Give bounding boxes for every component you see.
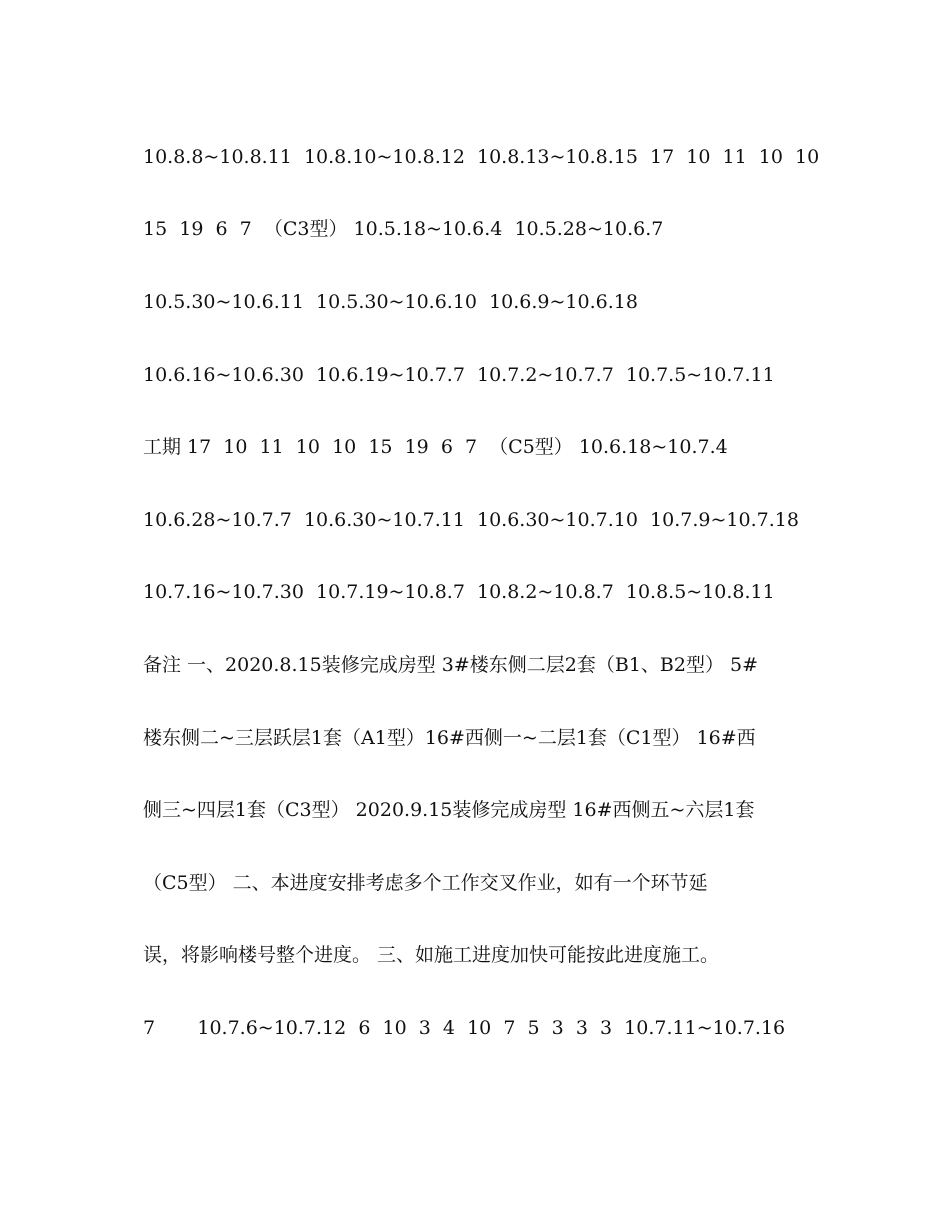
text-line-2: 15 19 6 7 （C3型） 10.5.18~10.6.4 10.5.28~10.6.7 [143, 218, 664, 240]
text-line-9: 楼东侧二~三层跃层1套（A1型）16#西侧一~二层1套（C1型） 16#西 [143, 727, 756, 749]
text-line-10: 侧三~四层1套（C3型） 2020.9.15装修完成房型 16#西侧五~六层1套 [143, 799, 755, 821]
text-line-1: 10.8.8~10.8.11 10.8.10~10.8.12 10.8.13~10.8.15 17 10 11 10 10 [143, 146, 820, 168]
text-line-7: 10.7.16~10.7.30 10.7.19~10.8.7 10.8.2~10.8.7 10.8.5~10.8.11 [143, 581, 775, 603]
text-line-5: 工期 17 10 11 10 10 15 19 6 7 （C5型） 10.6.18~10.7.4 [143, 436, 728, 458]
text-line-13: 7 10.7.6~10.7.12 6 10 3 4 10 7 5 3 3 3 10.7.11~10.7.16 [143, 1017, 786, 1039]
text-line-6: 10.6.28~10.7.7 10.6.30~10.7.11 10.6.30~10.7.10 10.7.9~10.7.18 [143, 509, 799, 531]
text-line-4: 10.6.16~10.6.30 10.6.19~10.7.7 10.7.2~10.7.7 10.7.5~10.7.11 [143, 364, 775, 386]
text-line-11: （C5型） 二、本进度安排考虑多个工作交叉作业，如有一个环节延 [143, 872, 708, 894]
text-line-12: 误，将影响楼号整个进度。 三、如施工进度加快可能按此进度施工。 [143, 944, 720, 966]
text-line-3: 10.5.30~10.6.11 10.5.30~10.6.10 10.6.9~10.6.18 [143, 291, 638, 313]
text-line-8: 备注 一、2020.8.15装修完成房型 3#楼东侧二层2套（B1、B2型） 5# [143, 654, 759, 676]
